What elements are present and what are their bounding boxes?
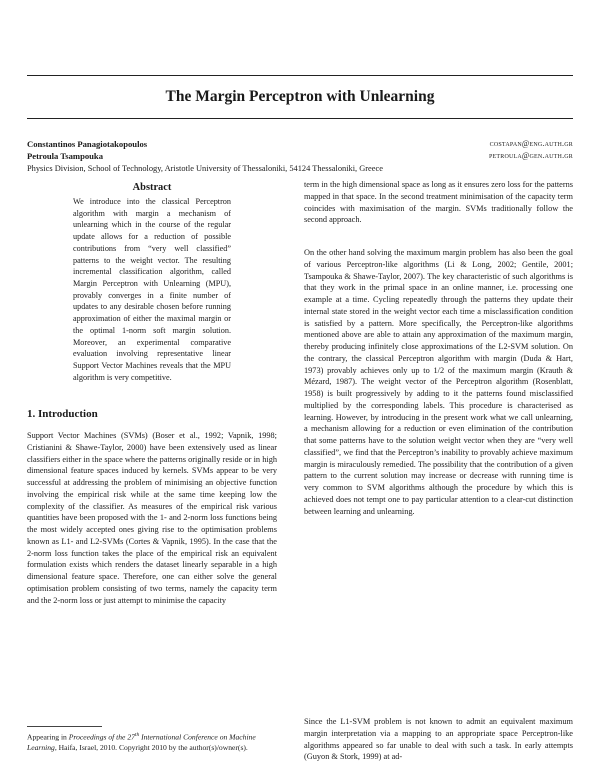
right-paragraph-2: On the other hand solving the maximum margin problem has also been the goal of various Perceptron-like algorithms (Li & Long, 2002; Gentile, 2001; Tsampouka & Shawe-Taylor, 2007). The key characteristic of such algorithms is that they work in the primal space in an online manner, i.e. processing one example at a time. Cycling repeatedly through the patterns they update their internal state stored in the weight vector each time a misclassification condition is satisfied by a pattern. More specifically, the Perceptron-like algorithms mentioned above are able to attain any approximation of the maximum margin, thereby producing infinitely close approximations of the L2-SVM solution. On the contrary, the classical Perceptron algorithm with margin (Duda & Hart, 1973) provably achieves only up to 1/2 of the maximum margin (Krauth & Mézard, 1987). The weight vector of the Perceptron algorithm (Rosenblatt, 1958) is built progressively by adding to it the patterns found misclassified multiplied by the corresponding labels. This procedure is characterised as learning. However, by introducing in the present work what we call unlearning, a mechanism allowing for a reduction or even elimination of the contribution that some patterns have to the solution weight vector when they are “very well classified”, we find that the Perceptron’s inability to provably achieve maximum margin is miraculously remedied. The possibility that the contribution of a given pattern to the current solution may increase or decrease with running time is very common to SVM algorithms although the procedure by which this is achieved does not tempt one to pay particular attention to a clear-cut distinction between learning and unlearning. bbox=[304, 248, 573, 516]
footnote-suffix: , Haifa, Israel, 2010. Copyright 2010 by the author(s)/owner(s). bbox=[54, 742, 248, 752]
author-name-2: Petroula Tsampouka bbox=[27, 151, 104, 161]
paper-title: The Margin Perceptron with Unlearning bbox=[165, 88, 435, 105]
title-rule-bottom bbox=[27, 118, 573, 119]
section-heading-introduction: 1. Introduction bbox=[27, 408, 98, 420]
title-rule-top bbox=[27, 75, 573, 76]
author-email-1[interactable]: costapan@eng.auth.gr bbox=[489, 139, 573, 148]
right-paragraph-1: term in the high dimensional space as long as it ensures zero loss for the patterns mapped in that space. In the second treatment minimisation of the capacity term coincides with maximisation of the margin. SVMs traditionally follow the second approach. bbox=[304, 180, 573, 225]
right-column-paragraph-1 bbox=[304, 179, 573, 226]
introduction-text bbox=[27, 430, 277, 606]
author-email-2[interactable]: petroula@gen.auth.gr bbox=[488, 151, 573, 160]
footnote-venue-part-a: Proceedings of the 27 bbox=[68, 732, 135, 742]
author-name-1: Constantinos Panagiotakopoulos bbox=[27, 139, 148, 149]
right-column-paragraph-3 bbox=[304, 716, 573, 763]
abstract-text bbox=[73, 196, 231, 384]
footnote-prefix: Appearing in bbox=[27, 732, 69, 742]
footnote-venue-part-b: International Conference on Machine Learning bbox=[27, 732, 256, 752]
abstract-paragraph: We introduce into the classical Perceptron algorithm with margin a mechanism of unlearning which in the course of the regular update allows for a reduction of possible contributions from “very well classified” patterns to the weight vector. The resulting incremental classification algorithm, called Margin Perceptron with Unlearning (MPU), provably converges in a finite number of updates to any desirable chosen before running approximation of either the maximal margin or the optimal 1-norm soft margin solution. Moreover, an experimental comparative evaluation involving representative linear Support Vector Machines reveals that the MPU algorithm is very competitive. bbox=[73, 197, 231, 382]
abstract-heading: Abstract bbox=[132, 182, 172, 193]
footnote bbox=[27, 730, 277, 753]
footnote-venue-superscript: th bbox=[134, 732, 140, 738]
right-column-paragraph-2 bbox=[304, 247, 573, 517]
right-paragraph-3: Since the L1-SVM problem is not known to admit an equivalent maximum margin interpretation via a mapping to an appropriate space Perceptron-like algorithms appeared so far unable to deal with such a task. In early attempts (Guyon & Stork, 1999) at ad- bbox=[304, 717, 573, 762]
author-affiliation: Physics Division, School of Technology, Aristotle University of Thessaloniki, 54124 Thessaloniki, Greece bbox=[27, 164, 383, 173]
introduction-paragraph: Support Vector Machines (SVMs) (Boser et al., 1992; Vapnik, 1998; Cristianini & Shawe-Taylor, 2000) have been extensively used as linear classifiers either in the space where the patterns originally reside or in high dimensional feature spaces induced by kernels. SVMs appear to be very successful at addressing the problem of minimising an objective function involving the empirical risk while at the same time keeping low the complexity of the classifier. As measures of the empirical risk various quantities have been proposed with the 1- and 2-norm loss functions being the most widely accepted ones giving rise to the optimisation problems known as L1- and L2-SVMs (Cortes & Vapnik, 1995). In the case that the 2-norm loss function takes the place of the empirical risk an equivalent formulation exists which renders the dataset linearly separable in a high dimensional feature space. Therefore, one can either solve the general optimisation problem consisting of two terms, namely the capacity term and the 2-norm loss or just attempt to minimise the capacity bbox=[27, 431, 277, 605]
footnote-rule bbox=[27, 726, 102, 727]
